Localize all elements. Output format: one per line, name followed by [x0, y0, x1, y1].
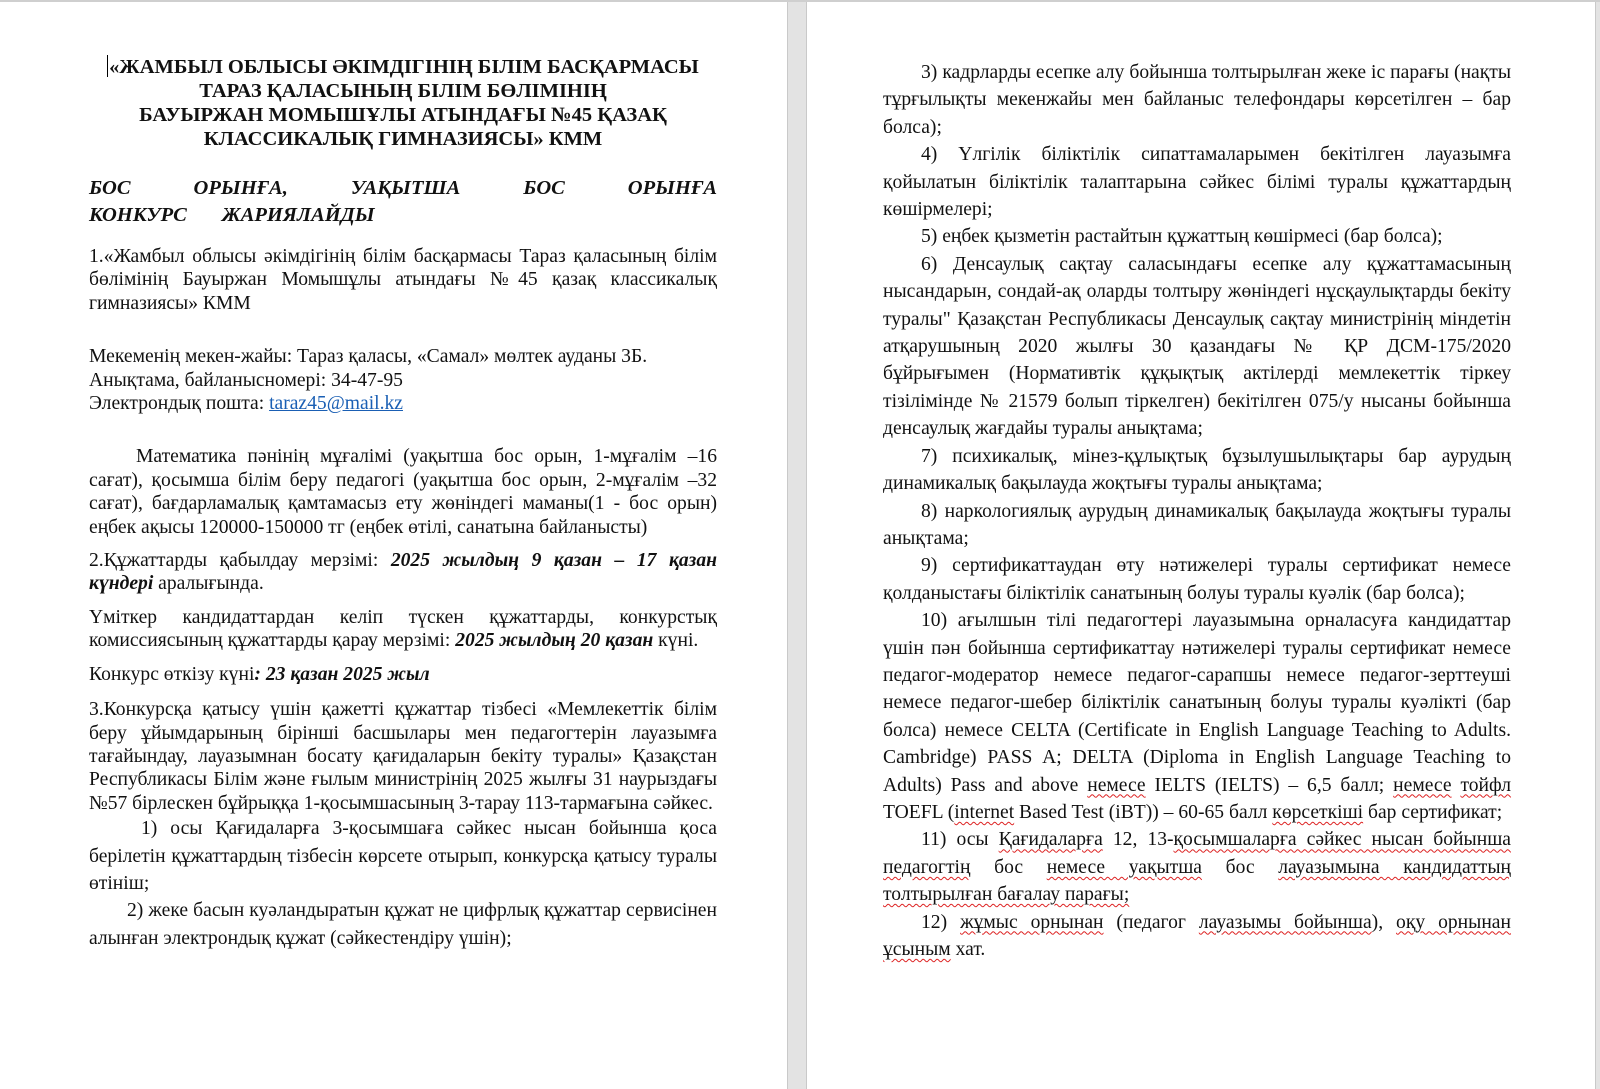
- spellcheck-word[interactable]: жұмыс орнынан: [960, 911, 1104, 933]
- right-edge-gutter: [1596, 2, 1600, 1089]
- spellcheck-word[interactable]: оқу орнынан ұсыным: [883, 911, 1511, 960]
- phone-line: Анықтама, байланысномері: 34-47-95: [89, 369, 403, 391]
- section-1-organization: 1.«Жамбыл облысы әкімдігінің білім басқармасы Тараз қаласының білім бөлімінің Бауыржан Момышұлы атындағы №45 қазақ классикалық гимназиясы» КММ: [89, 246, 717, 314]
- document-item-5: 5) еңбек қызметін растайтын құжаттың көшірмесі (бар болса);: [921, 226, 1443, 248]
- page-gutter: [788, 2, 806, 1089]
- email-link[interactable]: taraz45@mail.kz: [269, 393, 403, 415]
- document-item-7: 7) психикалық, мінез-құлықтық бұзылушылықтары бар аурудың динамикалық бақылауда жоқтығы туралы анықтама;: [883, 445, 1511, 495]
- address-line: Мекеменің мекен-жайы: Тараз қаласы, «Самал» мөлтек ауданы 3Б.: [89, 346, 648, 368]
- document-item-12: 12) жұмыс орнынан (педагог лауазымы бойынша), оқу орнынан ұсыным хат.: [883, 911, 1511, 960]
- section-2-submission-period: 2.Құжаттарды қабылдау мерзімі: 2025 жылдың 9 қазан – 17 қазан күндері аралығында.: [89, 550, 717, 595]
- document-title: [89, 55, 717, 151]
- contest-date: : 23 қазан 2025 жыл: [254, 663, 430, 685]
- document-item-11: 11) осы Қағидаларға 12, 13-қосымшаларға сәйкес нысан бойынша педагогтің бос немесе уақытша бос лауазымына кандидаттың толтырылған бағалау парағы;: [883, 829, 1511, 906]
- spellcheck-word[interactable]: лауазымы бойынша: [1198, 911, 1372, 933]
- page-2-content: [883, 59, 1511, 963]
- spellcheck-word[interactable]: лауазымына кандидаттың толтырылған бағалау парағы;: [883, 856, 1511, 906]
- spellcheck-word[interactable]: немесе: [1393, 774, 1452, 796]
- title-line: БАУЫРЖАН МОМЫШҰЛЫ АТЫНДАҒЫ №45 ҚАЗАҚ: [139, 104, 667, 126]
- document-page-1: [0, 2, 788, 1089]
- title-line: ТАРАЗ ҚАЛАСЫНЫҢ БІЛІМ БӨЛІМІНІҢ: [199, 80, 607, 102]
- vacancies-paragraph: Математика пәнінің мұғалімі (уақытша бос орын, 1-мұғалім –16 сағат), қосымша білім беру педагогі (уақытша бос орын, 2-мұғалім –32 сағат), бағдарламалық қамтамасыз ету жөніндегі маманы(1 - бос орын) еңбек ақысы 120000-150000 тг (еңбек өтілі, санатына байланысты): [89, 446, 717, 538]
- title-line: «ЖАМБЫЛ ОБЛЫСЫ ӘКІМДІГІНІҢ БІЛІМ БАСҚАРМАСЫ: [109, 56, 699, 78]
- document-item-8: 8) наркологиялық аурудың динамикалық бақылауда жоқтығы туралы анықтама;: [883, 500, 1511, 549]
- document-item-4: 4) Үлгілік біліктілік сипаттамаларымен бекітілген лауазымға қойылатын біліктілік талаптарына сәйкес білімі туралы құжаттардың көшірмелері;: [883, 144, 1511, 221]
- spellcheck-word[interactable]: қосымшаларға сәйкес нысан бойынша педагогтің: [883, 829, 1511, 878]
- spellcheck-word[interactable]: internet: [954, 801, 1015, 823]
- document-item-3: 3) кадрларды есепке алу бойынша толтырылған жеке іс парағы (нақты тұрғылықты мекенжайы мен байланыс телефондары көрсетілген – бар болса);: [883, 62, 1511, 138]
- email-line: Электрондық пошта: taraz45@mail.kz: [89, 393, 403, 415]
- document-item-6: 6) Денсаулық сақтау саласындағы есепке алу құжаттамасының нысандарын, сондай-ақ оларды толтыру жөніндегі нұсқаулықтарды бекіту туралы" Қазақстан Республикасы Денсаулық сақтау министрінің міндетін атқарушының 2020 жылғы 30 қазандағы № ҚР ДСМ-175/2020 бұйрығымен (Нормативтік құқықтық актілерді мемлекеттік тіркеу тізілімінде № 21579 болып тіркелген) бекітілген 075/у нысаны бойынша денсаулық жағдайы туралы анықтама;: [883, 253, 1511, 440]
- spellcheck-word[interactable]: немесе: [1087, 774, 1146, 796]
- document-item-2: 2) жеке басын куәландыратын құжат не цифрлық құжаттар сервисінен алынған электрондық құжат (сәйкестендіру үшін);: [89, 900, 717, 949]
- contest-date-paragraph: Конкурс өткізу күні: 23 қазан 2025 жыл: [89, 663, 430, 685]
- document-page-2: [806, 2, 1596, 1089]
- spellcheck-word[interactable]: тойфл: [1460, 774, 1512, 796]
- document-item-1: 1) осы Қағидаларға 3-қосымшаға сәйкес нысан бойынша қоса берілетін құжаттардың тізбесін көрсете отырып, конкурсқа қатысу туралы өтініш;: [89, 818, 717, 894]
- announcement-heading: БОС ОРЫНҒА, УАҚЫТША БОС ОРЫНҒА КОНКУРС ЖАРИЯЛАЙДЫ: [89, 177, 717, 226]
- submission-dates: 2025 жылдың 9 қазан – 17 қазан күндері: [89, 550, 717, 595]
- contact-block: [89, 345, 717, 415]
- review-date: 2025 жылдың 20 қазан: [455, 630, 654, 652]
- spellcheck-word[interactable]: көрсеткіші: [1272, 801, 1364, 823]
- document-item-9: 9) сертификаттаудан өту нәтижелері туралы сертификат немесе қолданыстағы біліктілік санатының болуы туралы куәлік (бар болса);: [883, 555, 1511, 604]
- section-3-documents-list: 3.Конкурсқа қатысу үшін қажетті құжаттар тізбесі «Мемлекеттік білім беру ұйымдарының бірінші басшылары мен педагогтерін лауазымға тағайындау, лауазымнан босату қағидаларын бекіту туралы» Қазақстан Республикасы Білім және ғылым министрінің 2025 жылғы 31 наурыздағы №57 бірлескен бұйрыққа 1-қосымшасының 3-тарау 113-тармағына сәйкес.: [89, 699, 717, 814]
- spellcheck-word[interactable]: Қағидаларға: [998, 829, 1103, 851]
- review-period-paragraph: Үміткер кандидаттардан келіп түскен құжаттарды, конкурстық комиссиясының құжаттарды қарау мерзімі: 2025 жылдың 20 қазан күні.: [89, 606, 717, 652]
- page-1-content: [89, 55, 717, 952]
- title-line: КЛАССИКАЛЫҚ ГИМНАЗИЯСЫ» КММ: [203, 128, 603, 150]
- spellcheck-word[interactable]: немесе уақытша: [1046, 856, 1202, 878]
- document-item-10: 10) ағылшын тілі педагогтері лауазымына орналасуға кандидаттар үшін пән бойынша сертификаттау нәтижелері туралы сертификат немесе педагог-модератор немесе педагог-сарапшы немесе педагог-зерттеуші немесе педагог-шебер біліктілік санатының болуы туралы куәлікті (бар болса) немесе CELTA (Certificate in English Language Teaching to Adults. Cambridge) PASS A; DELTA (Diploma in English Language Teaching to Adults) Pass and above немесе IELTS (IELTS) – 6,5 балл; немесе тойфл TOEFL (internet Based Test (iBT)) – 60-65 балл көрсеткіші бар сертификат;: [883, 610, 1512, 823]
